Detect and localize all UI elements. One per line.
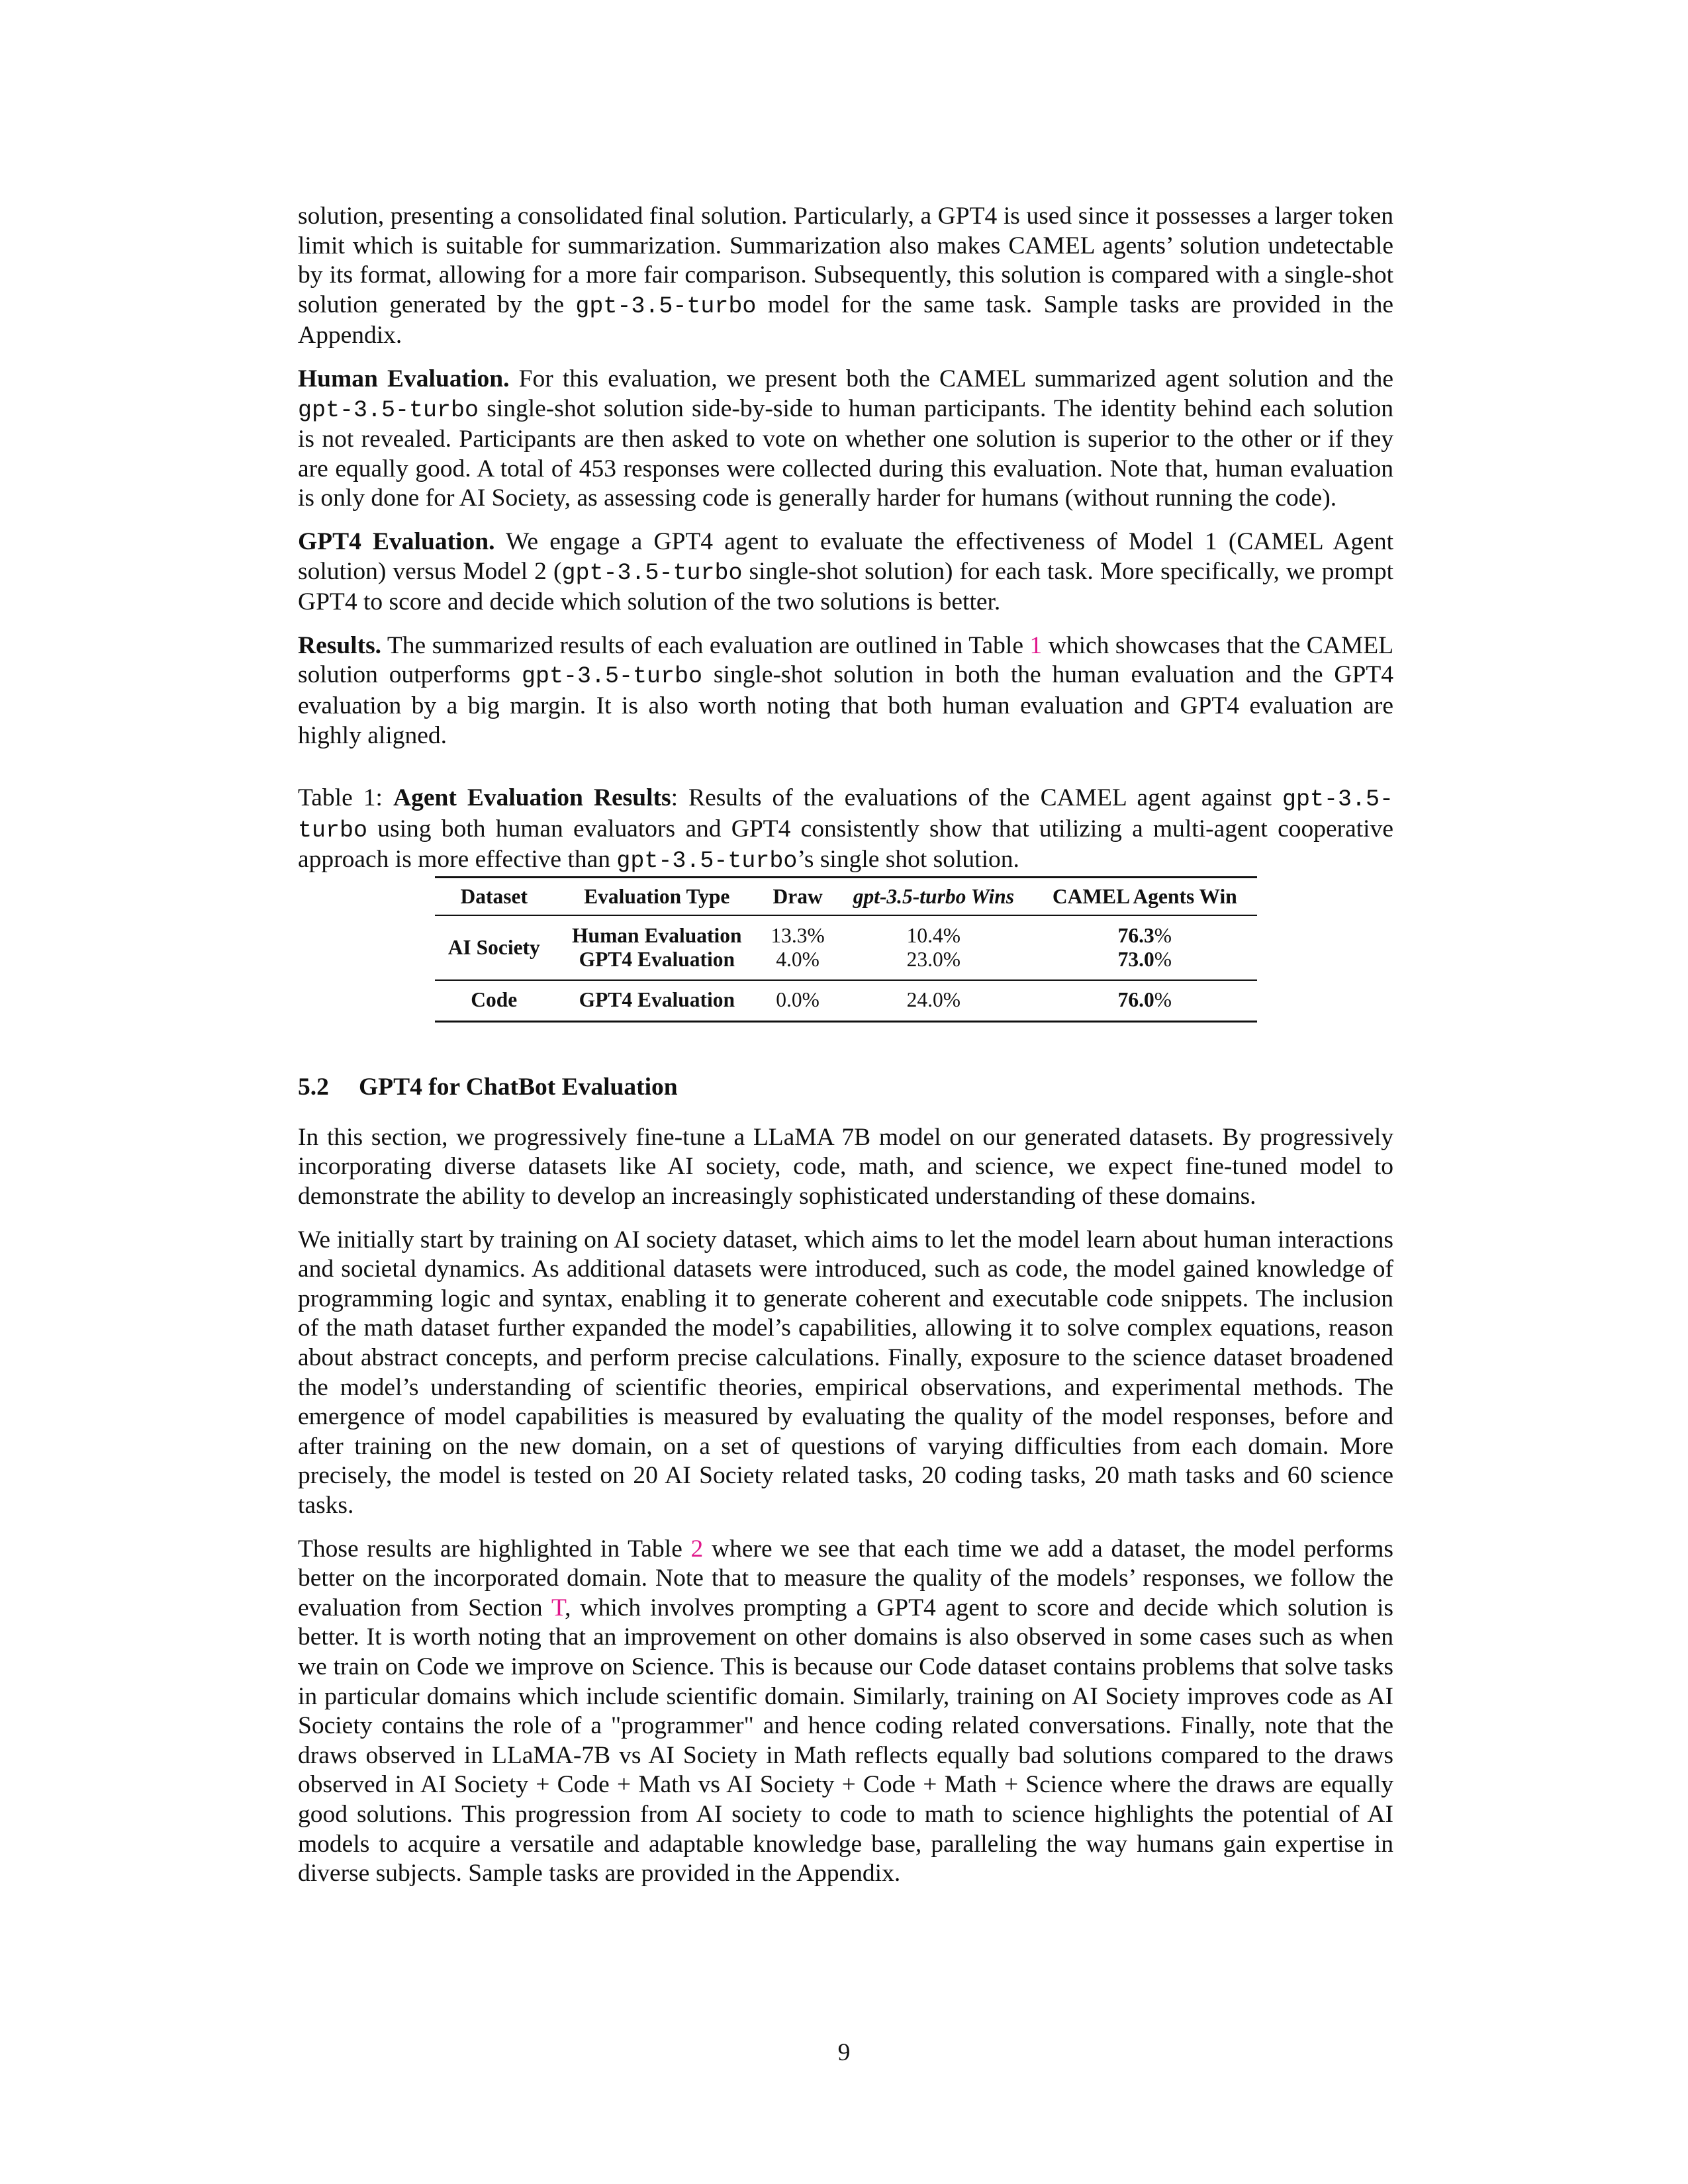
cell-evaluation-type: GPT4 Evaluation: [579, 947, 735, 971]
table-reference-link[interactable]: 2: [690, 1535, 704, 1563]
inline-code: gpt-3.5-turbo: [521, 663, 703, 690]
text-run: single-shot solution in both the human evaluation and the GPT4 evaluation by a big margin. It is also worth noting that both human evaluation and GPT4 evaluation are highly aligned.: [298, 661, 1393, 749]
cell-camel-wins: [1033, 915, 1257, 948]
paragraph-gpt4-evaluation: [298, 527, 1393, 617]
page-number: 9: [837, 2039, 851, 2066]
table-row: [435, 980, 1257, 1022]
text-run: which showcases that the CAMEL solution outperforms: [298, 631, 1394, 689]
text-run: The summarized results of each evaluation are outlined in Table: [381, 631, 1030, 659]
paragraph-results-highlight: [298, 1535, 1393, 1889]
table-header-row: [435, 877, 1257, 915]
paragraph-results: [298, 631, 1393, 751]
page-body: [298, 202, 1393, 1903]
cell-draw: 13.3%: [771, 923, 825, 947]
paragraph-human-evaluation: [298, 365, 1393, 514]
table-caption: [298, 784, 1393, 876]
cell-draw: 0.0%: [761, 980, 835, 1022]
paragraph-heading: Results.: [298, 631, 382, 659]
caption-title: Agent Evaluation Results: [393, 784, 671, 812]
text-run: Those results are highlighted in Table: [298, 1535, 691, 1563]
text-run: : Results of the evaluations of the CAMEL agent against: [671, 784, 1282, 812]
cell-dataset: AI Society: [447, 935, 540, 959]
text-run: model for the same task. Sample tasks are provided in the Appendix.: [298, 291, 1393, 349]
cell-camel-wins: [1033, 980, 1257, 1022]
table-row: [435, 948, 1257, 980]
text-run: , which involves prompting a GPT4 agent to score and decide which solution is better. It is worth noting that an improvement on other domains is also observed in some cases such as when we train on Code we improve on Science. This is because our Code dataset contains problems that solve tasks in particular domains which include scientific domain. Similarly, training on AI Society improves code as AI Society contains the role of a "programmer" and hence coding related conversations. Finally, note that the draws observed in LLaMA-7B vs AI Society in Math reflects equally bad solutions compared to the draws observed in AI Society + Code + Math vs AI Society + Code + Math + Science where the draws are equally good solutions. This progression from AI society to code to math to science highlights the potential of AI models to acquire a versatile and adaptable knowledge base, paralleling the way humans gain expertise in diverse subjects. Sample tasks are provided in the Appendix.: [298, 1594, 1393, 1888]
cell-percent-sign: %: [1154, 987, 1172, 1011]
text-run: using both human evaluators and GPT4 consistently show that utilizing a multi-agent cooperative approach is more effective than: [298, 815, 1393, 874]
table-reference-link[interactable]: 1: [1029, 631, 1043, 659]
paragraph-summarization: [298, 202, 1393, 351]
inline-code: gpt-3.5-turbo: [298, 786, 1393, 844]
header-draw: Draw: [761, 877, 835, 915]
caption-label: Table 1:: [298, 784, 393, 812]
table-row: [435, 915, 1257, 948]
header-camel-wins: CAMEL Agents Win: [1033, 877, 1257, 915]
inline-code: gpt-3.5-turbo: [575, 293, 757, 320]
cell-dataset: Code: [435, 980, 553, 1022]
text-run: single-shot solution) for each task. More specifically, we prompt GPT4 to score and decide which solution of the two solutions is better.: [298, 557, 1393, 616]
cell-camel-wins-value: 73.0: [1117, 947, 1154, 971]
paragraph-heading: Human Evaluation.: [298, 365, 510, 392]
inline-code: gpt-3.5-turbo: [298, 396, 479, 424]
text-run: We engage a GPT4 agent to evaluate the effectiveness of Model 1 (CAMEL Agent solution) versus Model 2 (: [298, 527, 1393, 585]
header-gpt-wins: gpt-3.5-turbo Wins: [835, 877, 1032, 915]
paragraph-section-intro: In this section, we progressively fine-tune a LLaMA 7B model on our generated datasets. By progressively incorporating diverse datasets like AI society, code, math, and science, we expect fine-tuned model to demonstrate the ability to develop an increasingly sophisticated understanding of these domains.: [298, 1123, 1393, 1210]
cell-camel-wins: [1033, 948, 1257, 980]
text-run: single-shot solution side-by-side to human participants. The identity behind each solution is not revealed. Participants are then asked to vote on whether one solution is superior to the other or if they are equally good. A total of 453 responses were collected during this evaluation. Note that, human evaluation is only done for AI Society, as assessing code is generally harder for humans (without running the code).: [298, 394, 1393, 512]
inline-code: gpt-3.5-turbo: [616, 848, 798, 875]
cell-gpt-wins: 23.0%: [906, 947, 961, 971]
cell-camel-wins-value: 76.3: [1117, 923, 1154, 947]
paragraph-heading: GPT4 Evaluation.: [298, 527, 495, 555]
text-run: where we see that each time we add a dataset, the model performs better on the incorporated domain. Note that to measure the quality of the models’ responses, we follow the evaluation from Section: [298, 1535, 1393, 1621]
header-evaluation-type: Evaluation Type: [553, 877, 761, 915]
cell-evaluation-type: Human Evaluation: [572, 923, 742, 947]
text-run: solution, presenting a consolidated final solution. Particularly, a GPT4 is used since it possesses a larger token limit which is suitable for summarization. Summarization also makes CAMEL agents’ solution undetectable by its format, allowing for a more fair comparison. Subsequently, this solution is compared with a single-shot solution generated by the: [298, 203, 1393, 318]
cell-gpt-wins: 10.4%: [906, 923, 961, 947]
section-reference-link[interactable]: T: [551, 1594, 565, 1621]
cell-camel-wins-value: 76.0: [1117, 987, 1154, 1011]
cell-percent-sign: %: [1154, 923, 1172, 947]
section-title: GPT4 for ChatBot Evaluation: [359, 1073, 678, 1101]
cell-percent-sign: %: [1154, 947, 1172, 971]
inline-code: gpt-3.5-turbo: [561, 559, 743, 586]
section-number: 5.2: [298, 1073, 329, 1101]
paragraph-training-progression: We initially start by training on AI society dataset, which aims to let the model learn about human interactions and societal dynamics. As additional datasets were introduced, such as code, the model gained knowledge of programming logic and syntax, enabling it to generate coherent and executable code snippets. The inclusion of the math dataset further expanded the model’s capabilities, allowing it to solve complex equations, reason about abstract concepts, and perform precise calculations. Finally, exposure to the science dataset broadened the model’s understanding of scientific theories, empirical observations, and experimental methods. The emergence of model capabilities is measured by evaluating the quality of the model responses, before and after training on the new domain, on a set of questions of varying difficulties from each domain. More precisely, the model is tested on 20 AI Society related tasks, 20 coding tasks, 20 math tasks and 60 science tasks.: [298, 1226, 1393, 1519]
section-heading: [298, 1073, 1393, 1102]
header-dataset: Dataset: [435, 877, 553, 915]
agent-evaluation-table: [435, 876, 1257, 1023]
cell-gpt-wins: 24.0%: [835, 980, 1032, 1022]
text-run: For this evaluation, we present both the CAMEL summarized agent solution and the: [509, 365, 1393, 392]
cell-evaluation-type: GPT4 Evaluation: [553, 980, 761, 1022]
cell-draw: 4.0%: [776, 947, 820, 971]
text-run: ’s single shot solution.: [797, 846, 1019, 874]
